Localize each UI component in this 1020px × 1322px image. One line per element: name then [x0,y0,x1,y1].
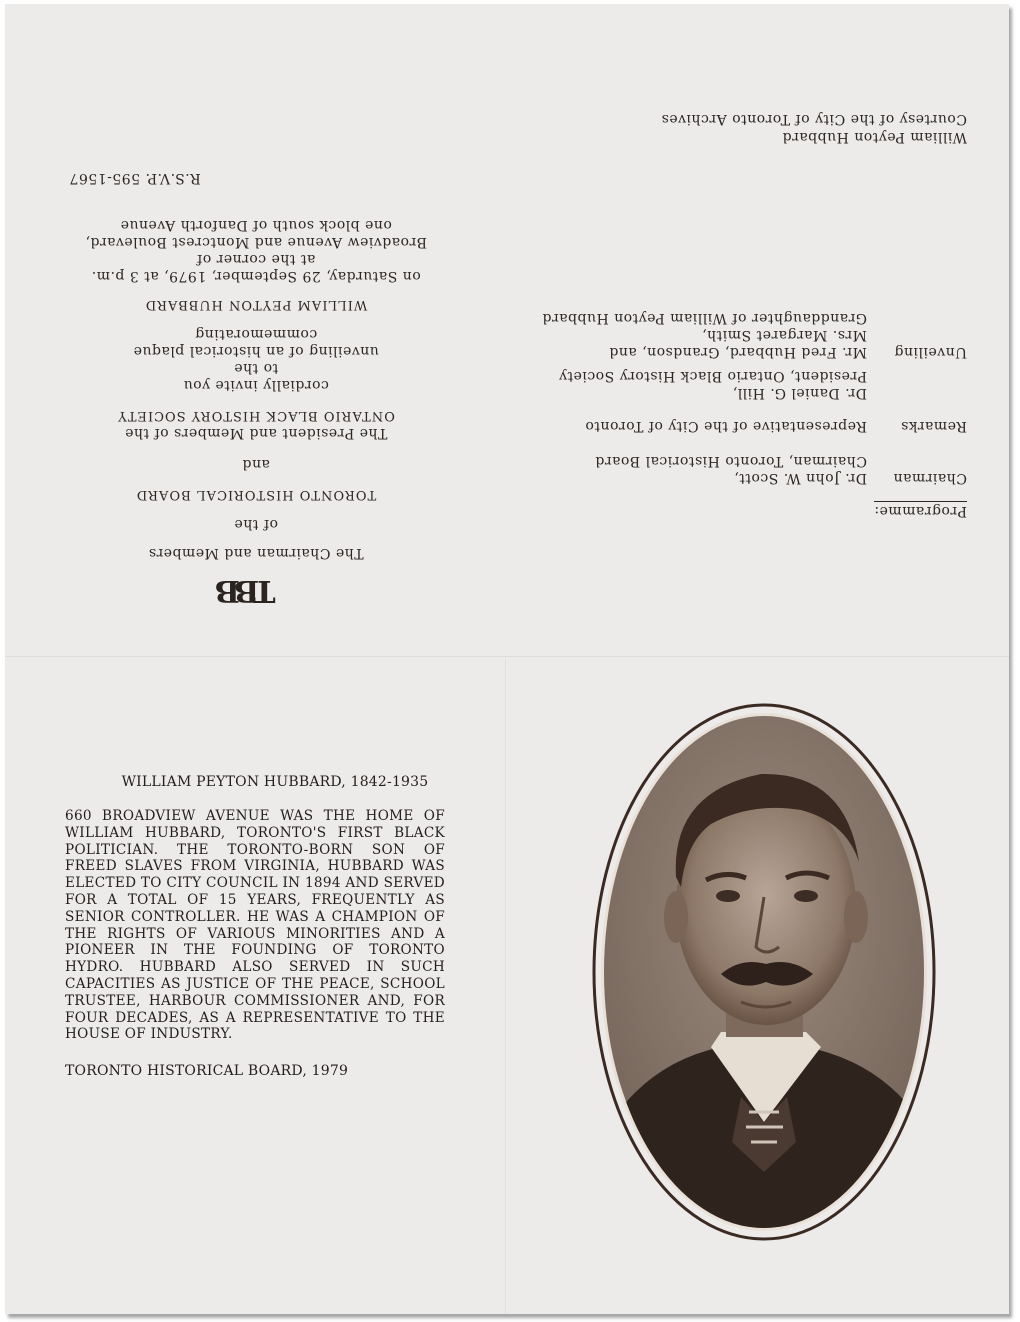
programme-role: Unveiling [894,344,967,360]
programme-role: Remarks [900,418,967,434]
photo-credit [661,110,967,146]
invite-line: of the [234,516,278,532]
rsvp-line: R.S.V.P. 595-1567 [69,170,201,186]
invite-line: at the corner of [196,251,316,267]
invite-line: on Saturday, 29 September, 1979, at 3 p.m. [91,268,421,284]
invite-line: and [242,456,270,472]
participant-line: President, Ontario Black History Society [558,368,867,384]
invite-line: The President and Members of the [124,425,388,441]
invite-line: ONTARIO BLACK HISTORY SOCIETY [117,408,395,423]
invite-line: commemorating [194,326,318,342]
invite-line: to the [233,360,279,376]
invite-line: cordially invite you [183,377,329,393]
participant-line: Granddaughter of William Peyton Hubbard [542,310,867,326]
invite-line: TORONTO HISTORICAL BOARD [135,487,377,502]
hubbard-portrait [591,702,937,1242]
invitation-text [5,169,507,561]
inside-panels-upside-down [5,4,1009,656]
credit-line: Courtesy of the City of Toronto Archives [661,111,967,127]
participant-line: Chairman, Toronto Historical Board [594,453,867,469]
invite-line: Broadview Avenue and Montcrest Boulevard, [85,234,427,250]
plaque-footer: TORONTO HISTORICAL BOARD, 1979 [65,1063,349,1080]
programme-title: Programme: [873,503,967,519]
horizontal-fold [5,656,1009,658]
participant-line: Mrs. Margaret Smith, [701,327,867,343]
plaque-text-panel [65,774,445,1079]
folded-invitation-sheet [5,4,1009,1314]
participant-line: Dr. Daniel G. Hill, [732,385,867,401]
invitation-panel [5,4,507,656]
vertical-fold [505,658,507,1314]
plaque-body: 660 BROADVIEW AVENUE WAS THE HOME OF WILLIAM HUBBARD, TORONTO'S FIRST BLACK POLITICIAN. THE TORONTO-BORN SON OF FREED SLAVES FROM VIRGINIA, HUBBARD WAS ELECTED TO CITY COUNCIL IN 1894 AND SERVED FOR A TOTAL OF 15 YEARS, FREQUENTLY AS SENIOR CONTROLLER. HE WAS A CHAMPION OF THE RIGHTS OF VARIOUS MINORITIES AND A PIONEER IN THE FOUNDING OF TORONTO HYDRO. HUBBARD ALSO SERVED IN SUCH CAPACITIES AS JUSTICE OF THE PEACE, SCHOOL TRUSTEE, HARBOUR COMMISSIONER AND, FOR FOUR DECADES, AS A REPRESENTATIVE TO THE HOUSE OF INDUSTRY. [65,808,445,1043]
programme-panel [507,4,1009,656]
tbb-logo: TBB [220,573,276,608]
programme-participants [507,309,867,360]
invite-line: The Chairman and Members [148,545,364,561]
participant-line: Dr. John W. Scott, [733,470,867,486]
programme-participants [507,367,867,401]
participant-line: Mr. Fred Hubbard, Grandson, and [608,344,867,360]
participant-line: Representative of the City of Toronto [584,418,867,434]
plaque-title: WILLIAM PEYTON HUBBARD, 1842-1935 [121,774,429,790]
programme-role: Chairman [893,470,967,486]
invite-line: unveiling of an historical plaque [133,343,379,359]
programme-participants [507,417,867,434]
credit-line: William Peyton Hubbard [782,129,967,145]
invite-line: WILLIAM PEYTON HUBBARD [144,297,368,312]
invite-line: one block south of Danforth Avenue [120,217,392,233]
programme-participants [507,452,867,486]
